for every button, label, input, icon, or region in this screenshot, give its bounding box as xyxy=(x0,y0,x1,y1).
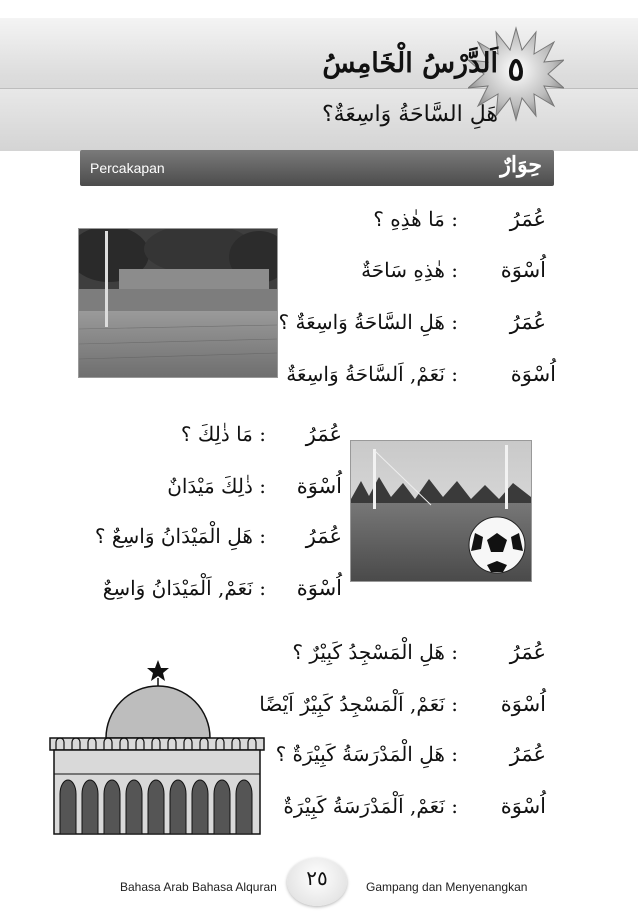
footer-book-title: Bahasa Arab Bahasa Alquran xyxy=(120,880,277,894)
speaker-umar: عُمَرُ xyxy=(305,524,342,548)
dialogue-line: : هَلِ الْمَسْجِدُ كَبِيْرٌ ؟ xyxy=(292,640,458,664)
courtyard-image xyxy=(79,229,277,377)
mosque-drawing xyxy=(48,658,266,836)
section-label-arabic: حِوَارٌ xyxy=(500,152,542,178)
speaker-umar: عُمَرُ xyxy=(305,422,342,446)
star-icon xyxy=(147,660,169,681)
lesson-number: ٥ xyxy=(507,50,525,88)
lesson-subtitle: هَلِ السَّاحَةُ وَاسِعَةٌ؟ xyxy=(321,102,498,127)
dialogue-line: : ذٰلِكَ مَيْدَانٌ xyxy=(167,474,266,498)
speaker-umar: عُمَرُ xyxy=(509,742,546,766)
speaker-umar: عُمَرُ xyxy=(509,640,546,664)
dialogue-line: : مَا هٰذِهِ ؟ xyxy=(373,207,458,231)
dialogue-line: : نَعَمْ, اَلْمَسْجِدُ كَبِيْرٌ اَيْضًا xyxy=(259,692,458,716)
speaker-uswah: اُسْوَة xyxy=(500,794,546,818)
speaker-uswah: اُسْوَة xyxy=(500,258,546,282)
speaker-uswah: اُسْوَة xyxy=(510,362,556,386)
speaker-umar: عُمَرُ xyxy=(509,310,546,334)
soccer-field-image xyxy=(351,441,531,581)
speaker-uswah: اُسْوَة xyxy=(296,576,342,600)
footer-tagline: Gampang dan Menyenangkan xyxy=(366,880,528,894)
lesson-title: اَلدَّرْسُ الْخَامِسُ xyxy=(322,48,498,79)
soccer-field-photo xyxy=(350,440,532,582)
dialogue-line: : هَلِ السَّاحَةُ وَاسِعَةٌ ؟ xyxy=(278,310,458,334)
speaker-uswah: اُسْوَة xyxy=(500,692,546,716)
dialogue-line: : مَا ذٰلِكَ ؟ xyxy=(180,422,266,446)
section-label-latin: Percakapan xyxy=(90,160,165,176)
speaker-uswah: اُسْوَة xyxy=(296,474,342,498)
dialogue-line: : هَلِ الْمَيْدَانُ وَاسِعٌ ؟ xyxy=(94,524,266,548)
dialogue-line: : نَعَمْ, اَلْمَدْرَسَةُ كَبِيْرَةٌ xyxy=(283,794,458,818)
speaker-umar: عُمَرُ xyxy=(509,207,546,231)
dialogue-line: : نَعَمْ, اَلسَّاحَةُ وَاسِعَةٌ xyxy=(286,362,458,386)
dialogue-line: : هَلِ الْمَدْرَسَةُ كَبِيْرَةٌ ؟ xyxy=(275,742,458,766)
courtyard-photo xyxy=(78,228,278,378)
dialogue-line: : هٰذِهِ سَاحَةٌ xyxy=(361,258,458,282)
page-number: ٢٥ xyxy=(306,866,328,890)
dialogue-line: : نَعَمْ, اَلْمَيْدَانُ وَاسِعٌ xyxy=(102,576,266,600)
